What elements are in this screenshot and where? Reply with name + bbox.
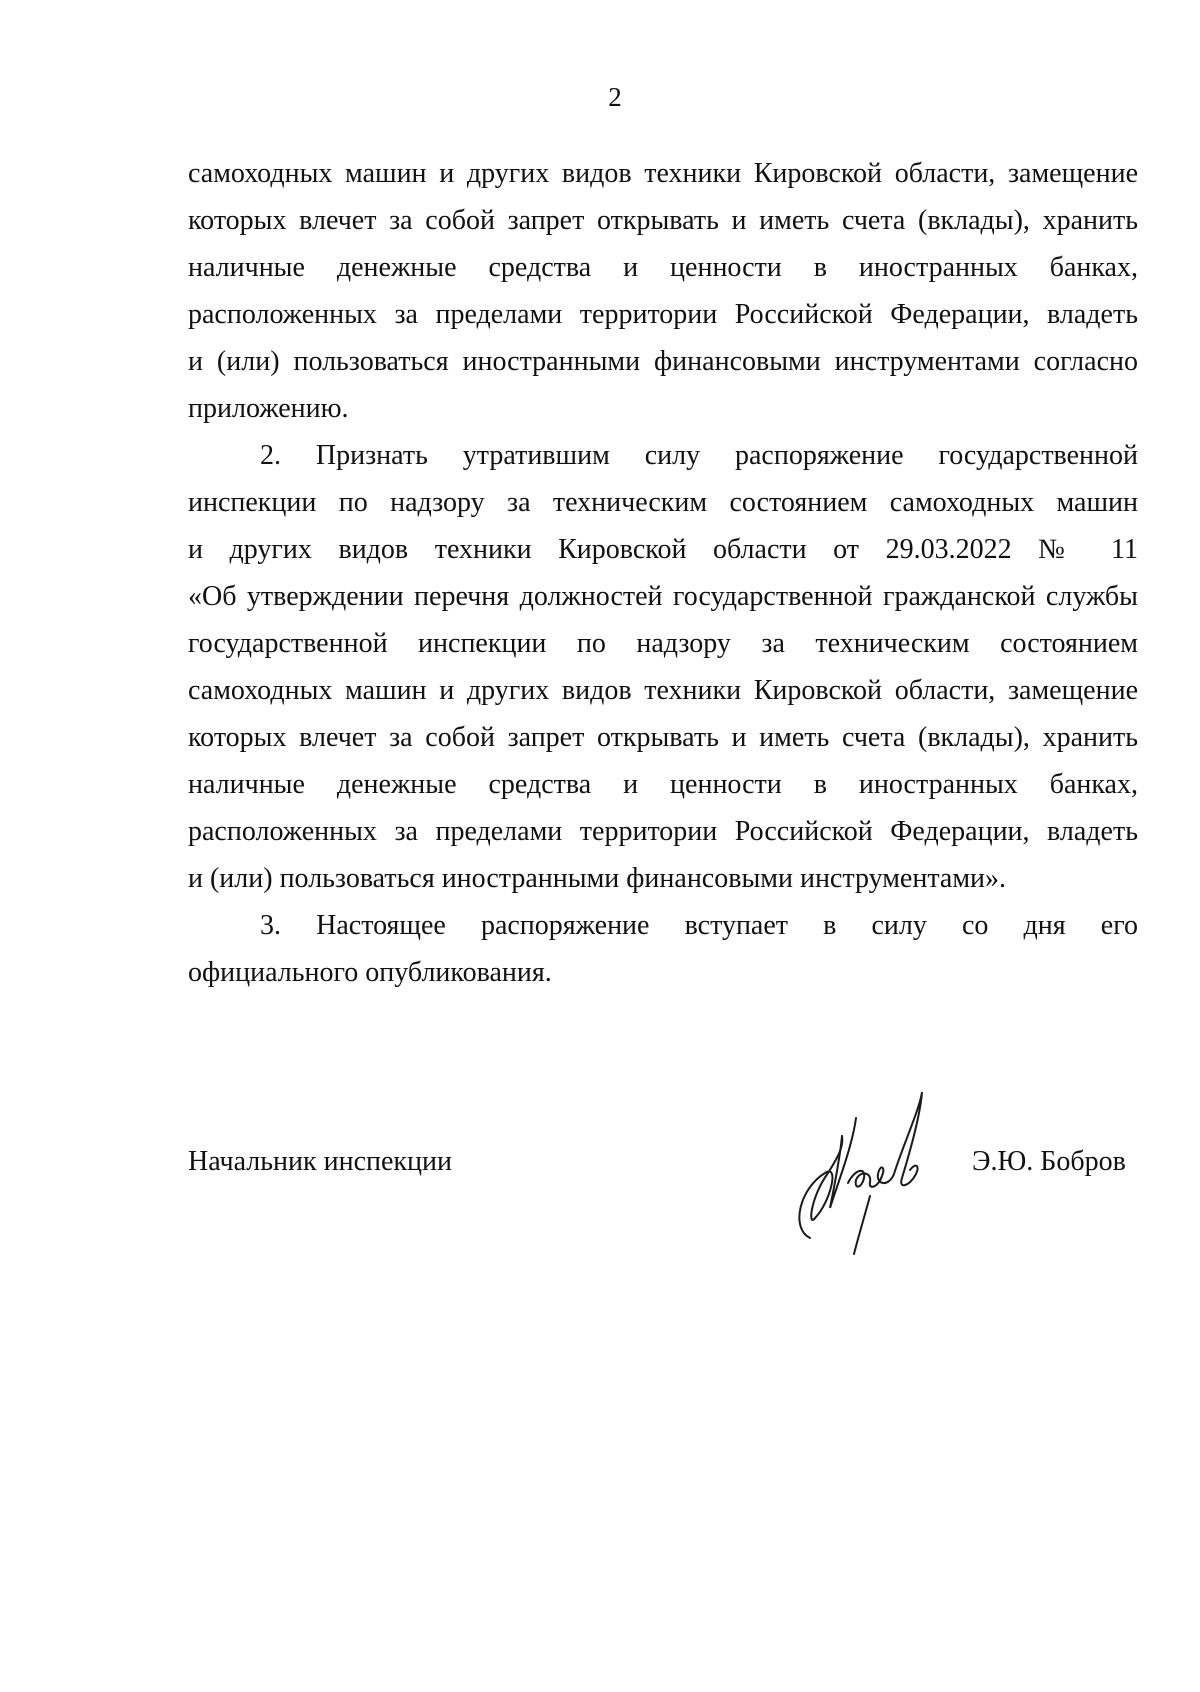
- paragraph-2-line-7: которых влечет за собой запрет открывать и иметь счета (вклады), хранить: [188, 722, 1138, 753]
- paragraph-1-line-1: самоходных машин и других видов техники Кировской области, замещение: [188, 158, 1138, 189]
- paragraph-2-line-6: самоходных машин и других видов техники Кировской области, замещение: [188, 675, 1138, 706]
- signatory-title: Начальник инспекции: [188, 1146, 452, 1177]
- page-number: 2: [608, 82, 622, 112]
- paragraph-2-line-4: «Об утверждении перечня должностей государственной гражданской службы: [188, 581, 1138, 612]
- paragraph-2-line-9: расположенных за пределами территории Российской Федерации, владеть: [188, 816, 1138, 847]
- paragraph-2-line-3: и других видов техники Кировской области от 29.03.2022 № 11: [188, 534, 1138, 565]
- paragraph-3-line-1: 3. Настоящее распоряжение вступает в силу со дня его: [260, 910, 1138, 941]
- signatory-name: Э.Ю. Бобров: [972, 1146, 1126, 1177]
- paragraph-3-line-2: официального опубликования.: [188, 957, 552, 988]
- paragraph-1-line-4: расположенных за пределами территории Российской Федерации, владеть: [188, 299, 1138, 330]
- paragraph-1-line-6: приложению.: [188, 393, 349, 424]
- paragraph-2-line-8: наличные денежные средства и ценности в иностранных банках,: [188, 769, 1138, 800]
- paragraph-2-line-10: и (или) пользоваться иностранными финансовыми инструментами».: [188, 863, 1007, 894]
- paragraph-1-line-3: наличные денежные средства и ценности в иностранных банках,: [188, 252, 1138, 283]
- paragraph-1-line-5: и (или) пользоваться иностранными финансовыми инструментами согласно: [188, 346, 1138, 377]
- paragraph-1-line-2: которых влечет за собой запрет открывать и иметь счета (вклады), хранить: [188, 205, 1138, 236]
- handwritten-signature: [770, 1078, 950, 1258]
- paragraph-2-line-1: 2. Признать утратившим силу распоряжение государственной: [260, 440, 1138, 471]
- paragraph-2-line-5: государственной инспекции по надзору за техническим состоянием: [188, 628, 1138, 659]
- paragraph-2-line-2: инспекции по надзору за техническим состоянием самоходных машин: [188, 487, 1138, 518]
